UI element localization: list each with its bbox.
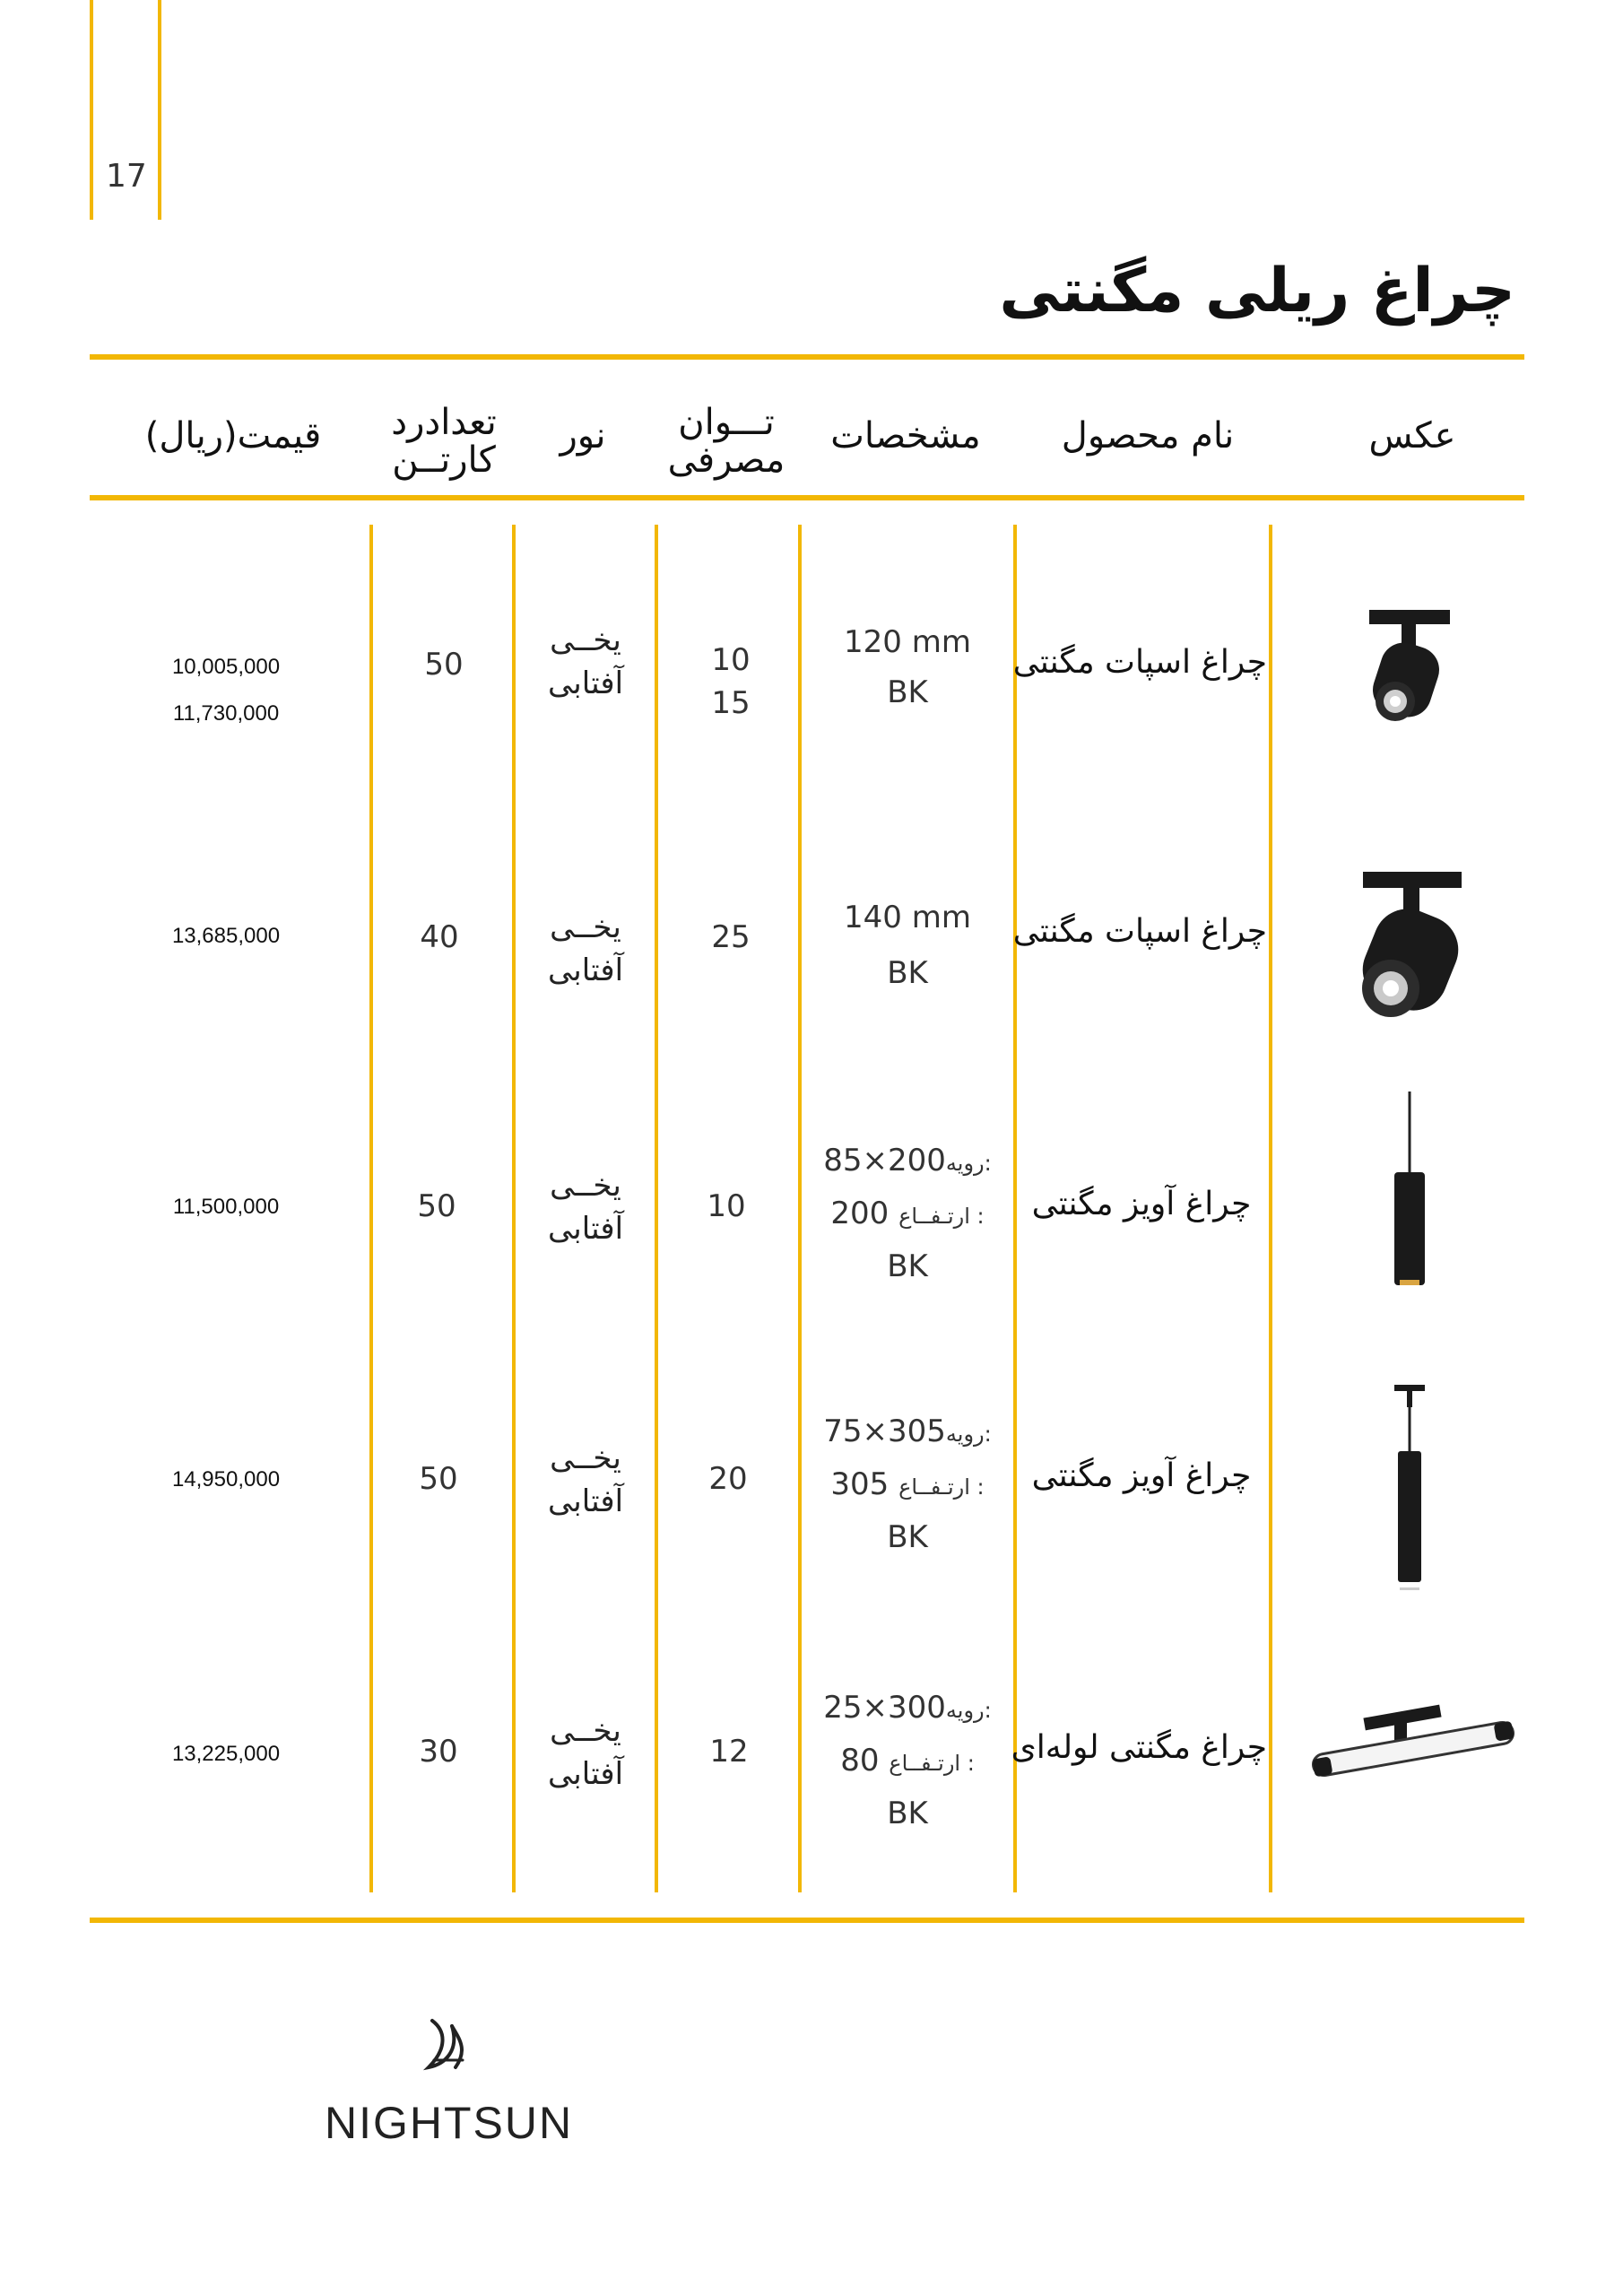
product-specs (800, 1135, 1015, 1292)
header-power-line2: مصرفی (667, 439, 785, 481)
price: 14,950,000 (171, 1467, 281, 1492)
spec-height-value: 200 (830, 1196, 890, 1231)
power-value: 25 (711, 919, 751, 955)
light-type (518, 1709, 653, 1796)
magnetic-tube-light-icon (1305, 1695, 1520, 1812)
spec-color: BK (887, 955, 928, 991)
light-type (518, 1164, 653, 1250)
header-power-line1: تـــوان (678, 402, 775, 443)
spec-height-value: 80 (840, 1743, 880, 1779)
spec-surface-value: 25×300 (823, 1690, 946, 1726)
price (127, 644, 325, 737)
light-warm: آفتابی (547, 1756, 624, 1792)
header-top-rule (90, 354, 1524, 360)
light-cold: یخــی (550, 622, 621, 658)
spec-size: 140 mm (844, 900, 971, 935)
light-warm: آفتابی (547, 1211, 624, 1247)
header-carton-line2: کارتــن (392, 439, 496, 481)
header-product-name: نام محصول (1061, 415, 1235, 457)
spec-surface-label: رویه: (945, 1698, 992, 1723)
spec-height (800, 1188, 1015, 1241)
product-specs (800, 890, 1015, 1001)
price: 13,225,000 (171, 1742, 281, 1766)
product-name: چراغ آویز مگنتی (1031, 1457, 1252, 1494)
magnetic-pendant-light-icon (1305, 1090, 1520, 1305)
power-value-1: 10 (711, 642, 751, 678)
spec-height (800, 1459, 1015, 1512)
magnetic-spot-light-large-icon (1305, 852, 1520, 1067)
page-number: 17 (106, 158, 147, 195)
product-name: چراغ مگنتی لوله‌ای (1011, 1729, 1267, 1766)
header-specs: مشخصات (830, 415, 981, 457)
price: 13,685,000 (171, 924, 281, 948)
spec-height-label: ارتـفــاع : (898, 1204, 985, 1229)
light-cold: یخــی (550, 909, 621, 945)
nightsun-logo-icon (420, 2013, 473, 2076)
spec-surface (800, 1406, 1015, 1459)
spec-surface-label: رویه: (945, 1422, 992, 1447)
carton-count: 50 (424, 647, 464, 683)
light-cold: یخــی (550, 1440, 621, 1476)
page-margin-line-left (90, 0, 93, 220)
product-name: چراغ اسپات مگنتی (1012, 644, 1267, 681)
product-name: چراغ اسپات مگنتی (1012, 913, 1267, 950)
column-divider (655, 525, 658, 1892)
light-type (518, 906, 653, 992)
spec-color: BK (887, 1519, 928, 1555)
spec-surface (800, 1135, 1015, 1188)
power-value: 12 (709, 1734, 749, 1770)
product-specs (800, 617, 1015, 718)
light-cold: یخــی (550, 1713, 621, 1749)
spec-surface (800, 1683, 1015, 1735)
header-carton-line1: تعدادرد (391, 402, 497, 443)
spec-size: 120 mm (844, 624, 971, 660)
magnetic-pendant-light-tall-icon (1305, 1381, 1520, 1596)
table-bottom-rule (90, 1918, 1524, 1923)
price-value-1: 10,005,000 (171, 655, 281, 679)
light-cold: یخــی (550, 1168, 621, 1204)
light-warm: آفتابی (547, 952, 624, 988)
carton-count: 50 (419, 1461, 458, 1497)
power-value-2: 15 (711, 685, 751, 721)
spec-surface-value: 85×200 (823, 1143, 946, 1178)
header-bottom-rule (90, 495, 1524, 500)
carton-count: 50 (417, 1188, 456, 1224)
spec-height-label: ارتـفــاع : (889, 1751, 975, 1776)
page-title: چراغ ریلی مگنتی (999, 256, 1515, 326)
spec-height (800, 1735, 1015, 1788)
spec-surface-value: 75×305 (823, 1413, 946, 1449)
product-name: چراغ آویز مگنتی (1031, 1186, 1252, 1222)
header-light: نور (560, 415, 606, 457)
header-carton (368, 404, 520, 479)
spec-color: BK (887, 1796, 928, 1831)
header-price: قیمت(ریال) (144, 415, 322, 457)
header-power (655, 404, 798, 479)
light-warm: آفتابی (547, 665, 624, 701)
light-type (518, 619, 653, 705)
spec-color: BK (887, 1248, 928, 1284)
power-value: 10 (707, 1188, 746, 1224)
light-type (518, 1437, 653, 1523)
power-value: 20 (708, 1461, 748, 1497)
light-warm: آفتابی (547, 1483, 624, 1519)
spec-height-value: 305 (830, 1466, 890, 1502)
price: 11,500,000 (172, 1195, 280, 1219)
magnetic-spot-light-small-icon (1305, 592, 1520, 807)
carton-count: 40 (420, 919, 459, 955)
carton-count: 30 (419, 1734, 458, 1770)
price-value-2: 11,730,000 (172, 701, 280, 726)
power-value (664, 639, 798, 725)
column-divider (512, 525, 516, 1892)
spec-height-label: ارتـفــاع : (898, 1474, 985, 1500)
spec-color: BK (887, 674, 928, 710)
product-specs (800, 1406, 1015, 1562)
header-photo: عکس (1368, 415, 1456, 457)
page-margin-line-right (158, 0, 161, 220)
spec-surface-label: رویه: (945, 1151, 992, 1176)
column-divider (1269, 525, 1272, 1892)
brand-name: NIGHTSUN (325, 2098, 574, 2148)
product-specs (800, 1683, 1015, 1839)
